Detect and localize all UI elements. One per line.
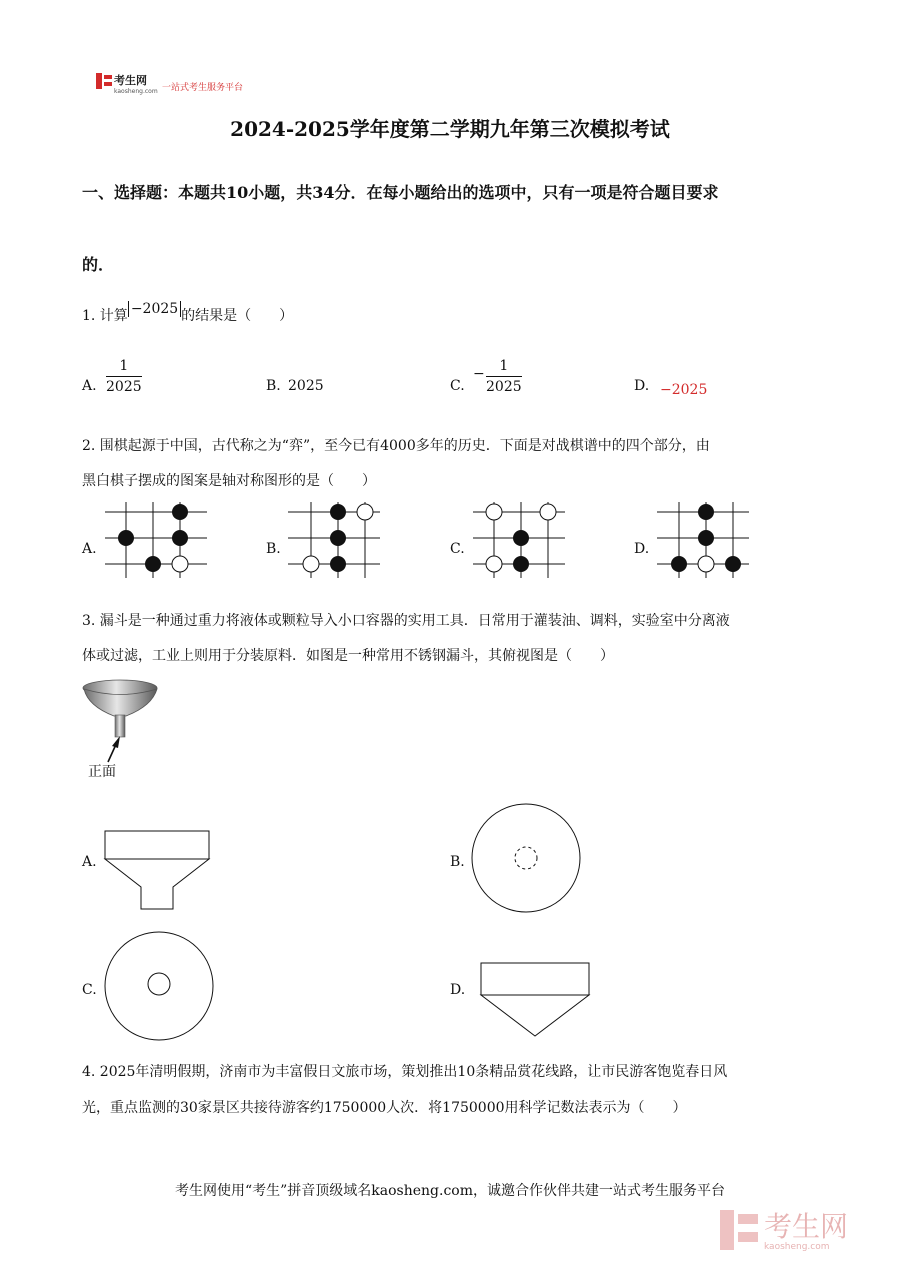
q3-option-c-label: C. — [82, 982, 97, 998]
q2-option-b-go-board — [283, 502, 393, 582]
q2-option-a-go-board — [100, 502, 210, 582]
q1-option-b-label: B. — [266, 378, 281, 394]
q1-c-denominator: 2025 — [486, 379, 522, 395]
logo-mark-icon — [96, 73, 112, 89]
q1-option-c-label: C. — [450, 378, 465, 394]
q1-option-c — [486, 356, 522, 397]
q1-c-sign: − — [473, 366, 485, 382]
logo-brand: 考生网 — [114, 74, 147, 87]
front-label: 正面 — [88, 764, 116, 780]
q2-option-a-label: A. — [82, 541, 97, 557]
q2-option-b-label: B. — [266, 541, 281, 557]
q1-option-a — [106, 356, 142, 397]
watermark-text: 考生网 — [764, 1210, 849, 1243]
logo-slogan: 一站式考生服务平台 — [162, 83, 244, 93]
q3-option-b-circle-dashed-view — [470, 802, 582, 914]
question-4-line2: 光，重点监测的30家景区共接待游客约1750000人次．将1750000用科学记数法表示为（ ） — [82, 1100, 687, 1116]
q1-suffix: 的结果是（ ） — [181, 308, 294, 324]
q2-option-d-go-board — [652, 502, 762, 582]
question-1 — [82, 301, 294, 326]
question-3-line1: 3. 漏斗是一种通过重力将液体或颗粒导入小口容器的实用工具．日常用于灌装油、调料，实验室中分离液 — [82, 613, 730, 629]
q1-abs-expr: −2025 — [128, 301, 181, 317]
q3-option-a-label: A. — [82, 854, 97, 870]
q1-prefix: 1. 计算 — [82, 308, 128, 324]
q1-option-b: 2025 — [288, 378, 324, 394]
q1-option-d: −2025 — [660, 382, 708, 398]
q1-c-numerator: 1 — [486, 356, 522, 377]
q2-option-c-label: C. — [450, 541, 465, 557]
section-heading-cont: 的． — [82, 255, 115, 274]
q1-a-numerator: 1 — [106, 356, 142, 377]
page-title: 2024-2025学年度第二学期九年第三次模拟考试 — [230, 117, 670, 141]
q3-option-b-label: B. — [450, 854, 465, 870]
q1-option-a-label: A. — [82, 378, 97, 394]
q3-option-d-triangle-view — [480, 962, 592, 1040]
logo-domain: kaosheng.com — [114, 88, 158, 95]
q1-option-d-label: D. — [634, 378, 650, 394]
watermark-domain: kaosheng.com — [764, 1242, 830, 1252]
logo — [114, 72, 158, 95]
funnel-photo-icon — [82, 676, 162, 766]
question-2-line2: 黑白棋子摆成的图案是轴对称图形的是（ ） — [82, 473, 376, 489]
q1-a-denominator: 2025 — [106, 379, 142, 395]
q3-option-a-trapezoid-view — [104, 830, 214, 912]
q2-option-c-go-board — [468, 502, 578, 582]
q3-option-c-circle-solid-view — [103, 930, 215, 1042]
q3-option-d-label: D. — [450, 982, 466, 998]
footer-text: 考生网使用“考生”拼音顶级域名kaosheng.com，诚邀合作伙伴共建一站式考生服务平台 — [174, 1183, 726, 1199]
question-4-line1: 4. 2025年清明假期，济南市为丰富假日文旅市场，策划推出10条精品赏花线路，让市民游客饱览春日风 — [82, 1064, 728, 1080]
q2-option-d-label: D. — [634, 541, 650, 557]
question-2-line1: 2. 围棋起源于中国，古代称之为“弈”，至今已有4000多年的历史．下面是对战棋谱中的四个部分，由 — [82, 438, 710, 454]
watermark-logo-icon — [720, 1210, 760, 1250]
section-heading: 一、选择题：本题共10小题，共34分．在每小题给出的选项中，只有一项是符合题目要求 — [82, 183, 719, 202]
question-3-line2: 体或过滤，工业上则用于分装原料．如图是一种常用不锈钢漏斗，其俯视图是（ ） — [82, 648, 614, 664]
